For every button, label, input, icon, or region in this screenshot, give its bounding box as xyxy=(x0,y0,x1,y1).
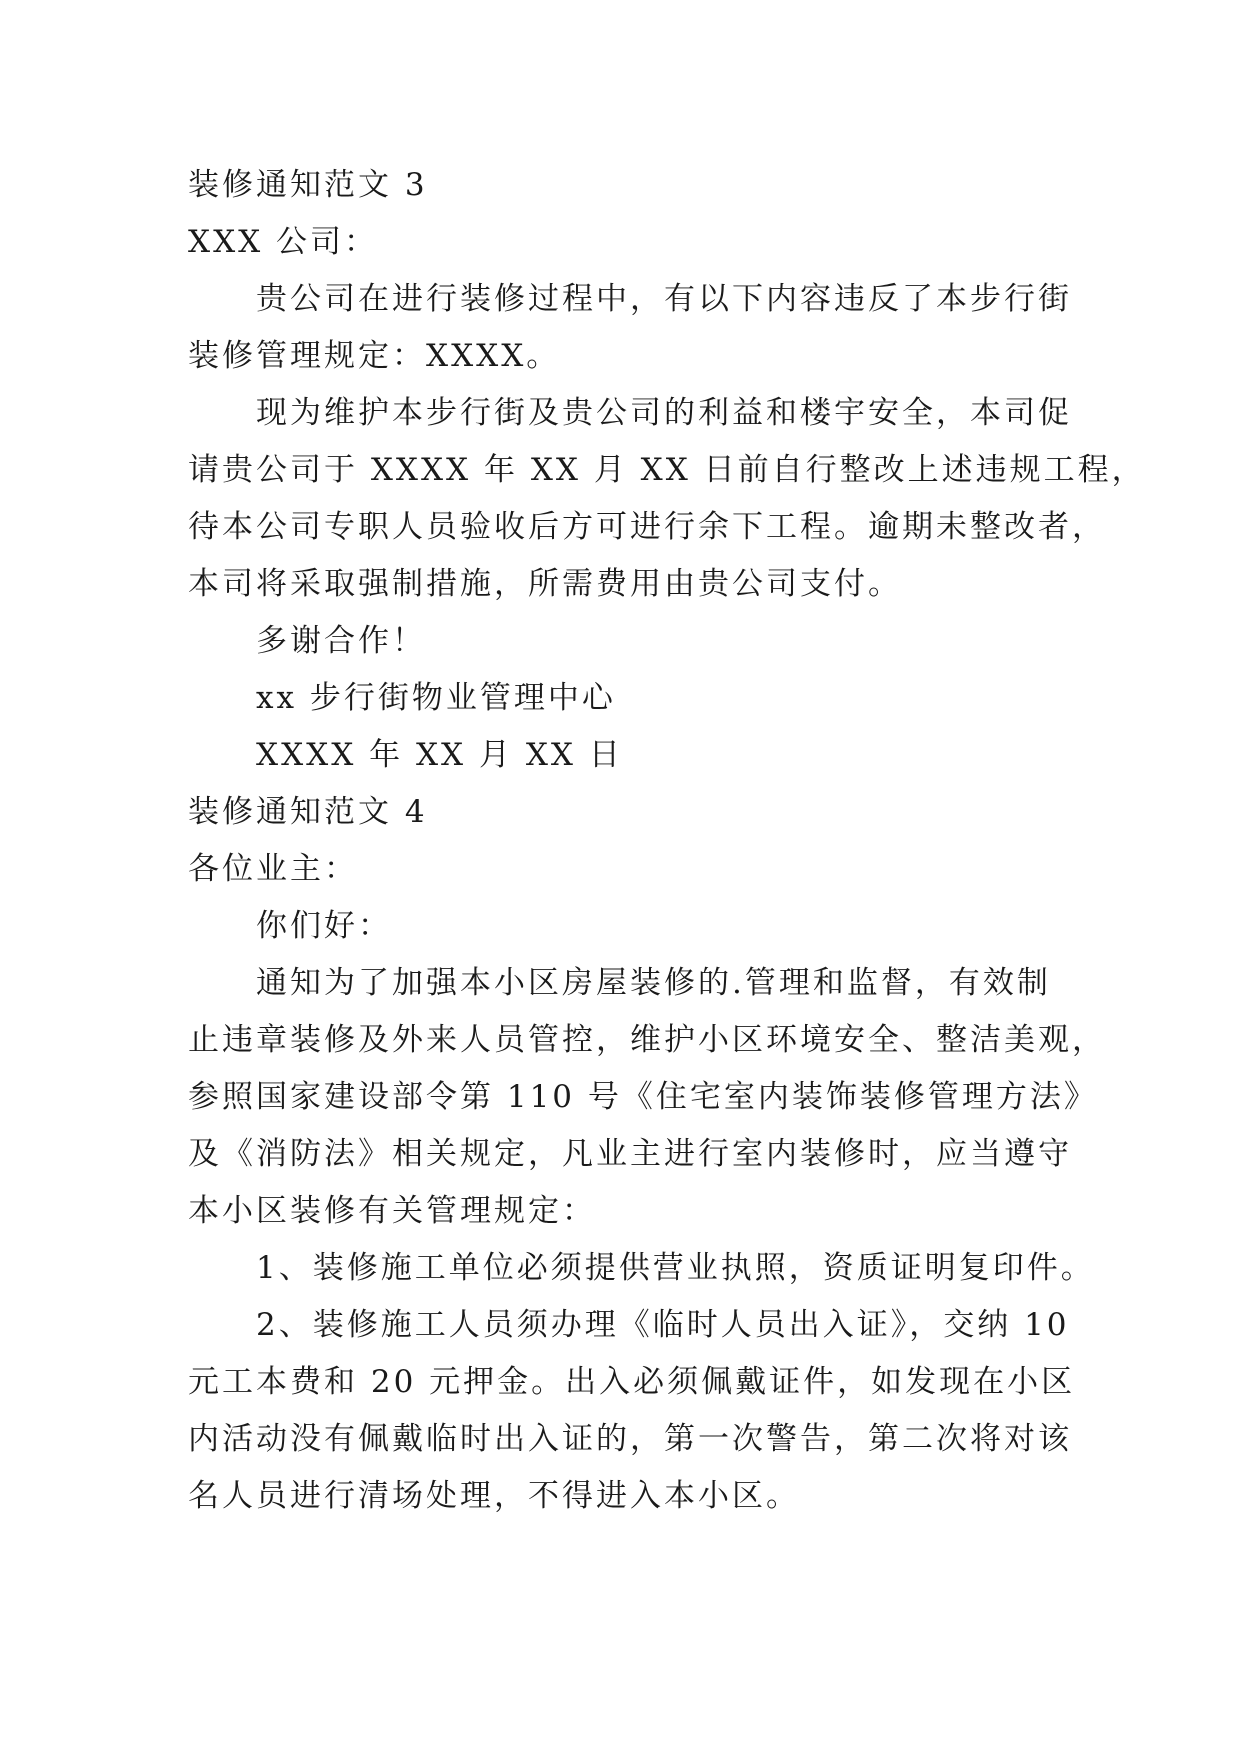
notice4-addressee: 各位业主： xyxy=(188,851,358,887)
notice4-greeting: 你们好： xyxy=(256,908,392,944)
notice4-line: 止违章装修及外来人员管控，维护小区环境安全、整洁美观， xyxy=(188,1022,1106,1058)
notice3-line: 请贵公司于 XXXX 年 XX 月 XX 日前自行整改上述违规工程， xyxy=(188,452,1146,488)
notice4-line: 及《消防法》相关规定，凡业主进行室内装修时，应当遵守 xyxy=(188,1136,1072,1172)
notice4-item-1: 1、装修施工单位必须提供营业执照，资质证明复印件。 xyxy=(256,1250,1095,1286)
notice4-title: 装修通知范文 4 xyxy=(188,794,428,830)
notice4-line: 参照国家建设部令第 110 号《住宅室内装饰装修管理方法》 xyxy=(188,1079,1098,1115)
notice4-line: 内活动没有佩戴临时出入证的，第一次警告，第二次将对该 xyxy=(188,1421,1072,1457)
notice4-item-2: 2、装修施工人员须办理《临时人员出入证》，交纳 10 xyxy=(256,1307,1070,1343)
notice4-line: 本小区装修有关管理规定： xyxy=(188,1193,596,1229)
notice3-date: XXXX 年 XX 月 XX 日 xyxy=(256,737,623,773)
notice3-closing: 多谢合作！ xyxy=(256,623,426,659)
notice3-line: 现为维护本步行街及贵公司的利益和楼宇安全，本司促 xyxy=(256,395,1072,431)
notice3-line: 贵公司在进行装修过程中，有以下内容违反了本步行街 xyxy=(256,281,1072,317)
notice3-title: 装修通知范文 3 xyxy=(188,167,428,203)
notice4-line: 名人员进行清场处理，不得进入本小区。 xyxy=(188,1478,800,1514)
notice3-signature: xx 步行街物业管理中心 xyxy=(256,680,616,716)
notice3-line: 装修管理规定：XXXX。 xyxy=(188,338,561,374)
notice3-addressee: XXX 公司： xyxy=(188,224,379,260)
notice4-line: 元工本费和 20 元押金。出入必须佩戴证件，如发现在小区 xyxy=(188,1364,1076,1400)
notice4-line: 通知为了加强本小区房屋装修的.管理和监督，有效制 xyxy=(256,965,1051,1001)
notice3-line: 待本公司专职人员验收后方可进行余下工程。逾期未整改者， xyxy=(188,509,1106,545)
notice3-line: 本司将采取强制措施，所需费用由贵公司支付。 xyxy=(188,566,902,602)
